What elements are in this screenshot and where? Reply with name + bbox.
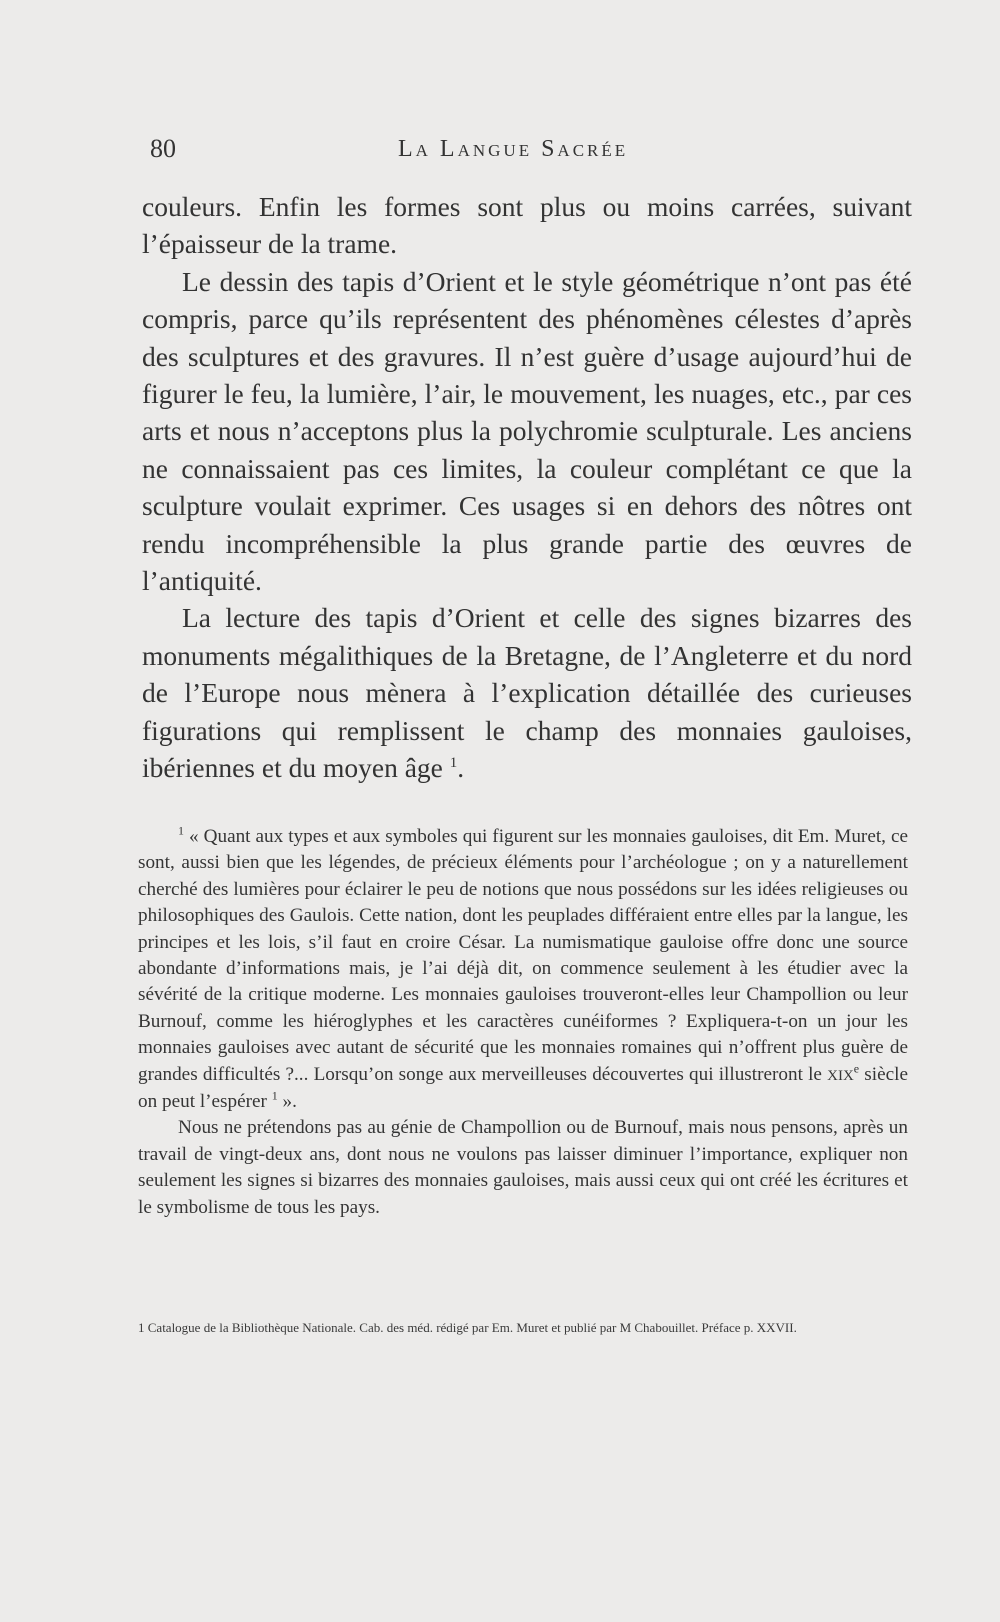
footnote-closing: ». — [277, 1091, 297, 1113]
page-header — [150, 132, 910, 172]
inner-footnote-marker: 1 — [271, 1088, 278, 1103]
footnote-text-1: « Quant aux types et aux symboles qui figurent sur les monnaies gauloises, dit Em. Muret, ce sont, aussi bien que les légendes, de précieux éléments pour l’archéologue ; on y a naturellement cherché des lumières pour éclairer le peu de notions que nous possédons sur les idées religieuses ou philosophiques des Gaulois. Cette nation, dont les peuplades différaient entre elles par la langue, les principes et les lois, s’il faut en croire César. La numismatique gauloise offre donc une source abondante d’informations mais, je l’ai déjà dit, on commence seulement à les étudier avec la sévérité de la critique moderne. Les monnaies gauloises trouveront-elles leur Champollion ou leur Burnouf, comme les hiéroglyphes et les caractères cunéiformes ? Expliquera-t-on un jour les monnaies gauloises avec autant de sécurité que les monnaies romaines qui n’offrent plus guère de grandes difficultés ?... Lorsqu’on songe aux merveilleuses découvertes qui illustreront le — [138, 826, 909, 1085]
century-superscript: e — [853, 1061, 860, 1076]
bottom-footnote — [138, 1320, 908, 1335]
footnote-paragraph-1 — [138, 824, 908, 1115]
century-text: XIX — [827, 1067, 854, 1084]
page-number: 80 — [150, 134, 176, 163]
paragraph-2: Le dessin des tapis d’Orient et le style géométrique n’ont pas été compris, parce qu’ils représentent des phénomènes célestes d’après des sculptures et des gravures. Il n’est guère d’usage aujourd’hui de figurer le feu, la lumière, l’air, le mouvement, les nuages, etc., par ces arts et nous n’acceptons plus la polychromie sculpturale. Les anciens ne connaissaient pas ces limites, la couleur complétant ce que la sculpture voulait exprimer. Ces usages si en dehors des nôtres ont rendu incompréhensible la plus grande partie des œuvres de l’antiquité. — [142, 265, 912, 597]
bottom-footnote-text: 1 Catalogue de la Bibliothèque Nationale. Cab. des méd. rédigé par Em. Muret et publié par M Chabouillet. Préface p. XXVII. — [138, 1320, 797, 1335]
running-title: La Langue Sacrée — [398, 136, 629, 162]
paragraph-1: couleurs. Enfin les formes sont plus ou moins carrées, suivant l’épaisseur de la trame. — [142, 191, 912, 260]
paragraph-3 — [142, 599, 912, 786]
paragraph-3-text: La lecture des tapis d’Orient et celle des signes bizarres des monuments mégalithiques de la Bretagne, de l’Angleterre et du nord de l’Europe nous mènera à l’explication détaillée des curieuses figurations qui remplissent le champ des monnaies gauloises, ibériennes et du moyen âge — [142, 602, 912, 784]
footnote-paragraph-2: Nous ne prétendons pas au génie de Champollion ou de Burnouf, mais nous pensons, après un travail de vingt-deux ans, dont nous ne voulons pas laisser diminuer l’importance, expliquer non seulement les signes si bizarres des monnaies gauloises, mais aussi ceux qui ont créé les écritures et le symbolisme de tous les pays. — [138, 1117, 908, 1218]
footnote — [138, 824, 908, 1221]
main-text — [142, 188, 912, 787]
footnote-marker: 1 — [178, 823, 184, 838]
footnote-reference: 1 — [449, 754, 458, 771]
paragraph-3-end: . — [457, 752, 465, 784]
footnote-text-2: siècle on peut l’espérer — [138, 1063, 908, 1113]
